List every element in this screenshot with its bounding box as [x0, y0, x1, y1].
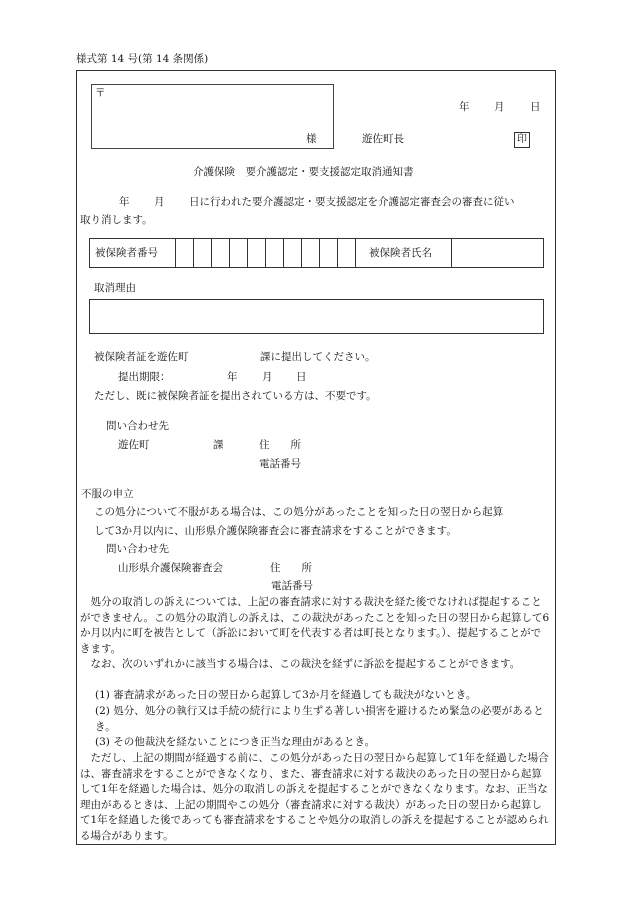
number-cell[interactable] — [193, 239, 194, 267]
inquiry-title: 問い合わせ先 — [106, 420, 169, 432]
number-cell-end — [355, 239, 356, 267]
deadline-month: 月 — [262, 371, 273, 383]
insured-table — [89, 238, 544, 268]
objection-heading: 不服の申立 — [81, 488, 134, 500]
addressee-suffix: 様 — [306, 133, 317, 145]
number-cell[interactable] — [283, 239, 284, 267]
number-cell[interactable] — [337, 239, 338, 267]
submit-line-b: 課に提出してください。 — [260, 351, 376, 363]
number-cell[interactable] — [265, 239, 266, 267]
header-date-month: 月 — [494, 101, 505, 113]
number-cell[interactable] — [175, 239, 176, 267]
lawsuit-item-3: (3) その他裁決を経ないことにつき正当な理由があるとき。 — [95, 736, 376, 748]
objection-committee: 山形県介護保険審査会 — [118, 562, 223, 574]
lawsuit-paragraph-1: 処分の取消しの訴えについては、上記の審査請求に対する裁決を経た後でなければ提起することができません。この処分の取消しの訴えは、この裁決があったことを知った日の翌日から起算して6か月以内に町を被告として（訴訟において町を代表する者は町長となります。）、提起することができます。 — [80, 596, 550, 655]
inquiry-town: 遊佐町 — [118, 439, 150, 451]
inquiry-phone: 電話番号 — [259, 458, 301, 470]
intro-line-1: 日に行われた要介護認定・要支援認定を介護認定審査会の審査に従い — [189, 196, 515, 208]
deadline-label: 提出期限： — [118, 371, 171, 383]
objection-line-1: この処分について不服がある場合は、この処分があったことを知った日の翌日から起算 — [94, 506, 504, 518]
objection-line-2: して3か月以内に、山形県介護保険審査会に審査請求をすることができます。 — [94, 525, 457, 537]
intro-year: 年 — [119, 196, 130, 208]
insured-number-label: 被保険者番号 — [95, 247, 158, 259]
inquiry-address: 住 所 — [259, 439, 301, 451]
lawsuit-item-1: (1) 審査請求があった日の翌日から起算して3か月を経過しても裁決がないとき。 — [95, 689, 477, 701]
number-cell[interactable] — [229, 239, 230, 267]
number-cell[interactable] — [211, 239, 212, 267]
reason-label: 取消理由 — [94, 282, 136, 294]
intro-line-2: 取り消します。 — [80, 214, 153, 226]
lawsuit-item-2: (2) 処分、処分の執行又は手続の続行により生ずる著しい損害を避けるため緊急の必要があるとき。 — [95, 705, 544, 733]
number-cell[interactable] — [301, 239, 302, 267]
objection-contact-title: 問い合わせ先 — [106, 543, 169, 555]
seal-stamp: 印 — [514, 132, 530, 148]
address-box — [91, 84, 334, 149]
header-date-day: 日 — [530, 101, 541, 113]
objection-phone: 電話番号 — [271, 580, 313, 592]
inquiry-dept: 課 — [213, 439, 224, 451]
deadline-year: 年 — [227, 371, 238, 383]
document-title: 介護保険 要介護認定・要支援認定取消通知書 — [193, 166, 414, 178]
reason-box[interactable] — [89, 299, 544, 334]
issuer-name: 遊佐町長 — [362, 133, 404, 145]
postal-mark: 〒 — [95, 87, 106, 99]
intro-month: 月 — [154, 196, 165, 208]
submit-note: ただし、既に被保険者証を提出されている方は、不要です。 — [94, 390, 377, 402]
number-cell[interactable] — [247, 239, 248, 267]
name-cell[interactable] — [451, 239, 452, 267]
submit-line-a: 被保険者証を遊佐町 — [94, 351, 189, 363]
lawsuit-paragraph-3: ただし、上記の期間が経過する前に、この処分があった日の翌日から起算して1年を経過した場合は、審査請求をすることができなくなり、また、審査請求に対する裁決のあった日の翌日から起算して1年を経過した場合は、処分の取消しの訴えを提起することができなくなります。なお、正当な理由があるときは、上記の期間やこの処分（審査請求に対する裁決）があった日の翌日から起算して1年を経過した後であっても審査請求をすることや処分の取消しの訴えを提起することが認められる場合があります。 — [80, 752, 549, 842]
header-date-year: 年 — [459, 101, 470, 113]
objection-address: 住 所 — [270, 562, 312, 574]
number-cell[interactable] — [319, 239, 320, 267]
insured-name-label: 被保険者氏名 — [369, 247, 432, 259]
lawsuit-paragraph-2: なお、次のいずれかに該当する場合は、この裁決を経ずに訴訟を提起することができます。 — [90, 658, 521, 670]
form-number: 様式第 14 号(第 14 条関係) — [76, 53, 209, 65]
deadline-day: 日 — [296, 371, 307, 383]
